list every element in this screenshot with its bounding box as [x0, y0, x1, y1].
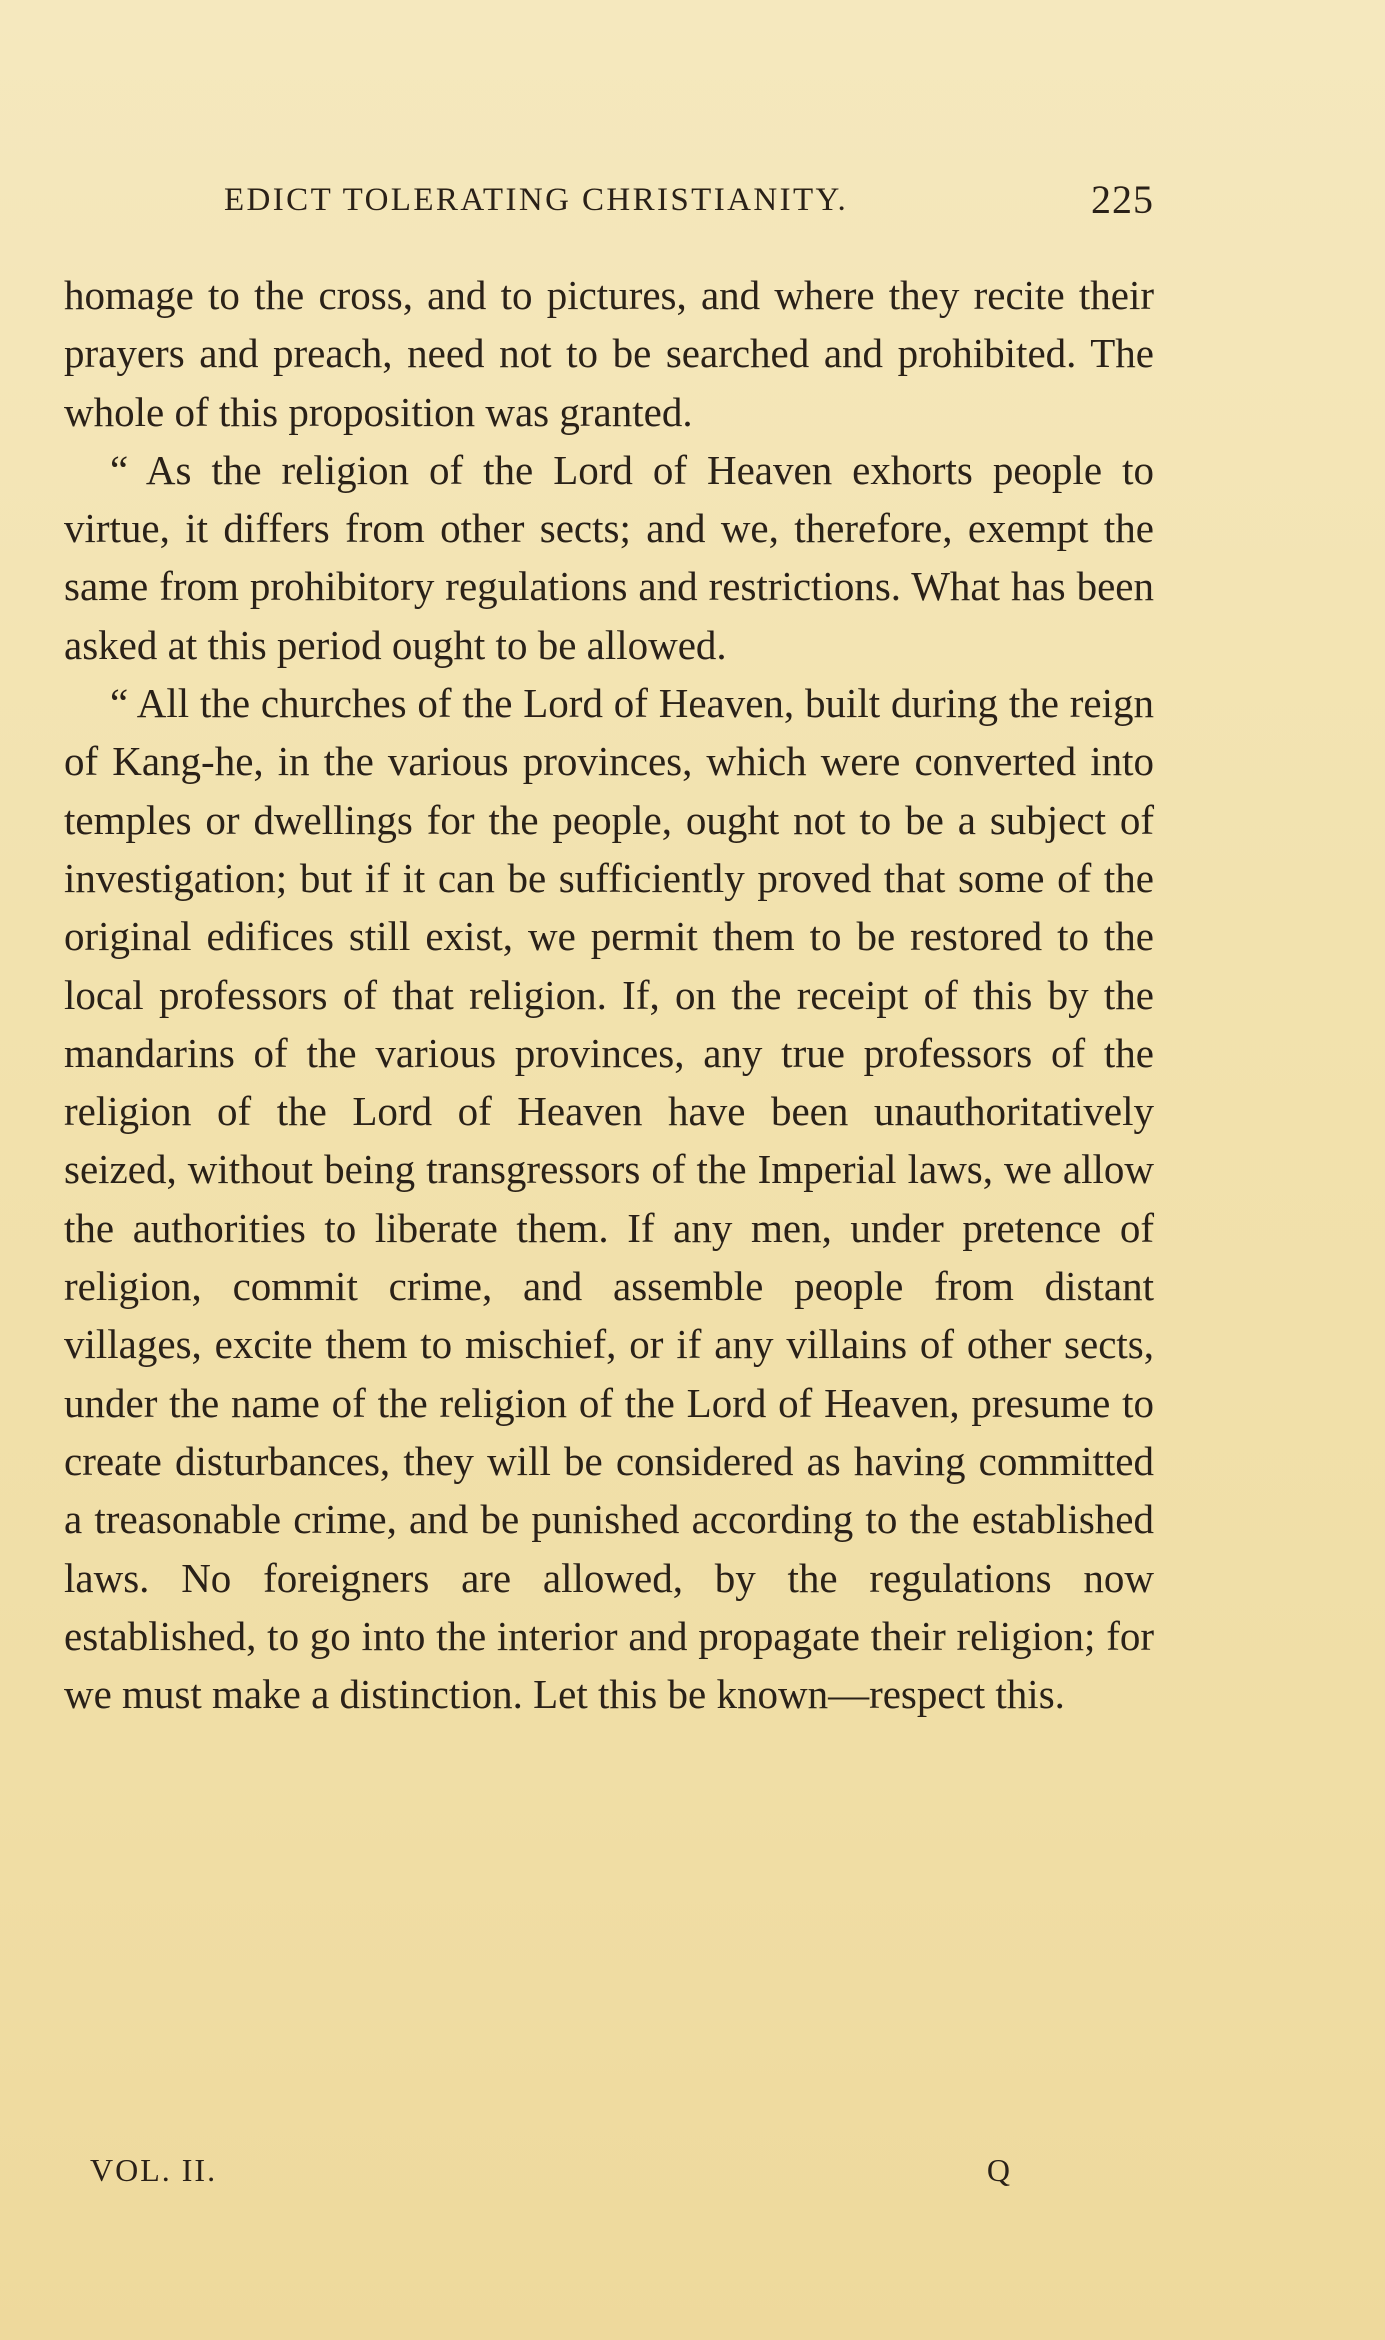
signature-mark: Q [986, 2152, 1010, 2188]
paragraph-continuation: homage to the cross, and to pictures, and where they recite their prayers and preach, need not to be searched and prohibited. The whole of this proposition was granted. [64, 272, 1154, 435]
page-footer [90, 2142, 1010, 2198]
page-number: 225 [1091, 177, 1154, 222]
paragraph-churches: “ All the churches of the Lord of Heaven, built during the reign of Kang-he, in the various provinces, which were converted into temples or dwellings for the people, ought not to be a subject of investigation; but if it can be sufficiently proved that some of the original edifices still exist, we permit them to be restored to the local professors of that religion. If, on the receipt of this by the mandarins of the various provinces, any true professors of the religion of the Lord of Heaven have been unauthoritatively seized, without being transgressors of the Imperial laws, we allow the authorities to liberate them. If any men, under pretence of religion, commit crime, and assemble people from distant villages, excite them to mischief, or if any villains of other sects, under the name of the religion of the Lord of Heaven, presume to create disturbances, they will be considered as having committed a treasonable crime, and be punished according to the established laws. No foreigners are allowed, by the regulations now established, to go into the interior and propagate their religion; for we must make a distinction. Let this be known—respect this. [64, 680, 1154, 1718]
volume-label: VOL. II. [90, 2152, 218, 2188]
running-title: EDICT TOLERATING CHRISTIANITY. [224, 182, 849, 218]
page-header [224, 172, 1154, 228]
paragraph-religion-virtue: “ As the religion of the Lord of Heaven exhorts people to virtue, it differs from other sects; and we, therefore, exempt the same from prohibitory regulations and restrictions. What has been asked at this period ought to be allowed. [64, 446, 1154, 668]
body-text [64, 266, 1154, 1723]
